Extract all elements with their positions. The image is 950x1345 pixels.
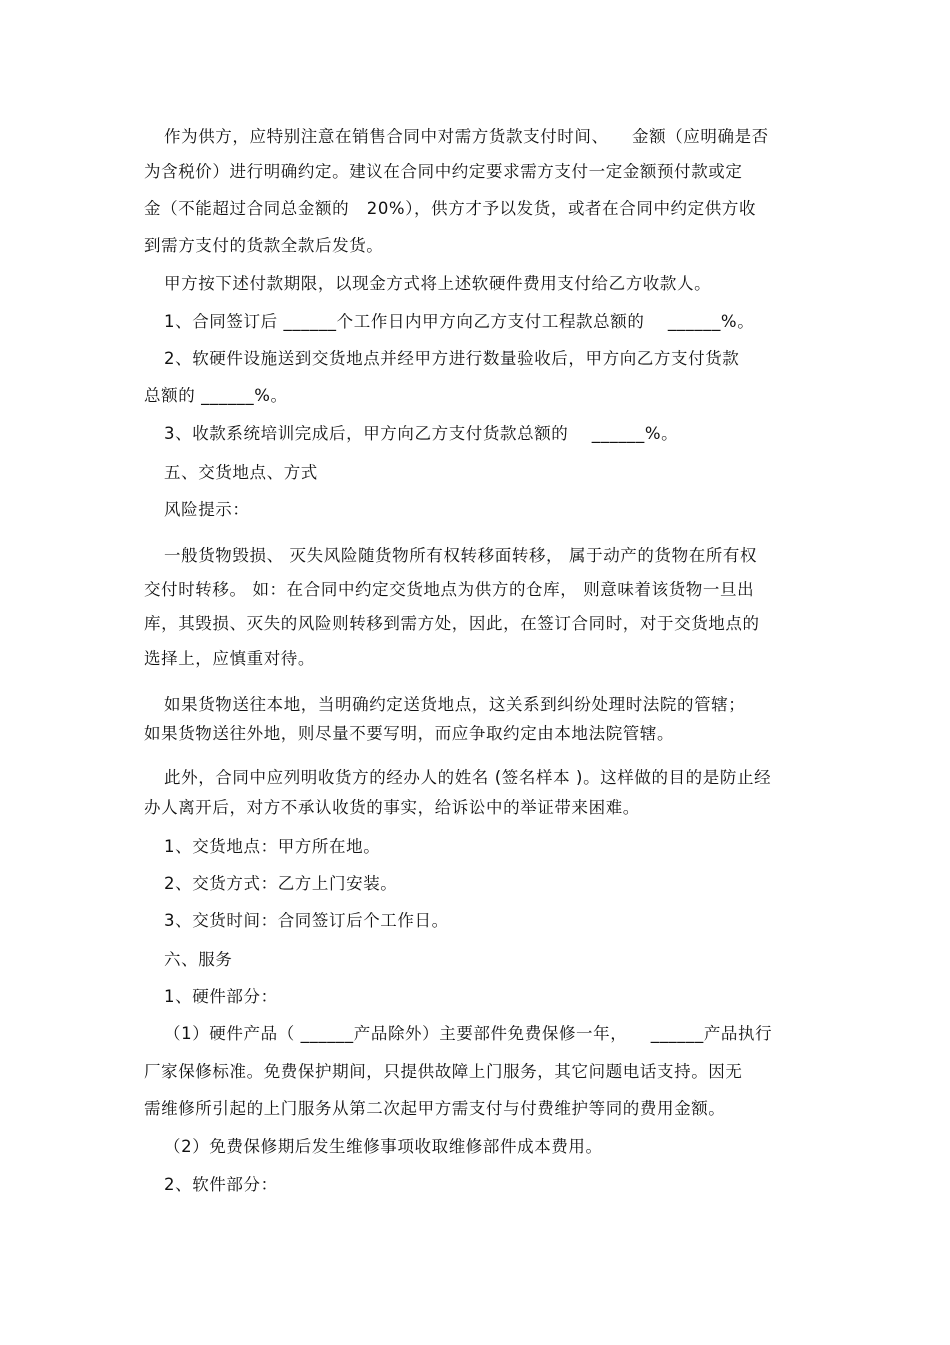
text-line: 到需方支付的货款全款后发货。 bbox=[144, 236, 384, 255]
section-heading: 六、服务 bbox=[164, 950, 233, 969]
text-line: 作为供方，应特别注意在销售合同中对需方货款支付时间、 金额（应明确是否 bbox=[164, 127, 769, 146]
text-line: 办人离开后，对方不承认收货的事实，给诉讼中的举证带来困难。 bbox=[144, 798, 640, 817]
text-line: （2）免费保修期后发生维修事项收取维修部件成本费用。 bbox=[164, 1137, 603, 1156]
text-line: 选择上，应慎重对待。 bbox=[144, 649, 315, 668]
text-line: 如果货物送往外地，则尽量不要写明，而应争取约定由本地法院管辖。 bbox=[144, 724, 675, 743]
text-line: 库，其毁损、灭失的风险则转移到需方处，因此，在签订合同时，对于交货地点的 bbox=[144, 614, 760, 633]
text-line: （1）硬件产品（ ______产品除外）主要部件免费保修一年， ______产品执行 bbox=[164, 1024, 773, 1043]
text-line: 如果货物送往本地，当明确约定送货地点，这关系到纠纷处理时法院的管辖； bbox=[164, 695, 746, 714]
text-line: 1、合同签订后 ______个工作日内甲方向乙方支付工程款总额的 ______%。 bbox=[164, 312, 755, 331]
text-line: 2、软硬件设施送到交货地点并经甲方进行数量验收后，甲方向乙方支付货款 bbox=[164, 349, 740, 368]
text-line: 为含税价）进行明确约定。建议在合同中约定要求需方支付一定金额预付款或定 bbox=[144, 162, 743, 181]
text-line: 金（不能超过合同总金额的 20%），供方才予以发货，或者在合同中约定供方收 bbox=[144, 199, 757, 218]
text-line: 此外，合同中应列明收货方的经办人的姓名 (签名样本 )。这样做的目的是防止经 bbox=[164, 768, 772, 787]
text-line: 1、交货地点：甲方所在地。 bbox=[164, 837, 381, 856]
text-line: 甲方按下述付款期限，以现金方式将上述软硬件费用支付给乙方收款人。 bbox=[164, 274, 712, 293]
text-line: 需维修所引起的上门服务从第二次起甲方需支付与付费维护等同的费用金额。 bbox=[144, 1099, 726, 1118]
text-line: 1、硬件部分： bbox=[164, 987, 278, 1006]
text-line: 3、交货时间：合同签订后个工作日。 bbox=[164, 911, 449, 930]
text-line: 总额的 ______%。 bbox=[144, 386, 288, 405]
text-line: 2、软件部分： bbox=[164, 1175, 278, 1194]
risk-heading: 风险提示： bbox=[164, 500, 250, 519]
text-line: 3、收款系统培训完成后，甲方向乙方支付货款总额的 ______%。 bbox=[164, 424, 679, 443]
text-line: 厂家保修标准。免费保护期间，只提供故障上门服务，其它问题电话支持。因无 bbox=[144, 1062, 743, 1081]
section-heading: 五、交货地点、方式 bbox=[164, 463, 318, 482]
text-line: 2、交货方式：乙方上门安装。 bbox=[164, 874, 398, 893]
text-line: 一般货物毁损、 灭失风险随货物所有权转移面转移， 属于动产的货物在所有权 bbox=[164, 546, 758, 565]
text-line: 交付时转移。 如：在合同中约定交货地点为供方的仓库， 则意味着该货物一旦出 bbox=[144, 580, 755, 599]
